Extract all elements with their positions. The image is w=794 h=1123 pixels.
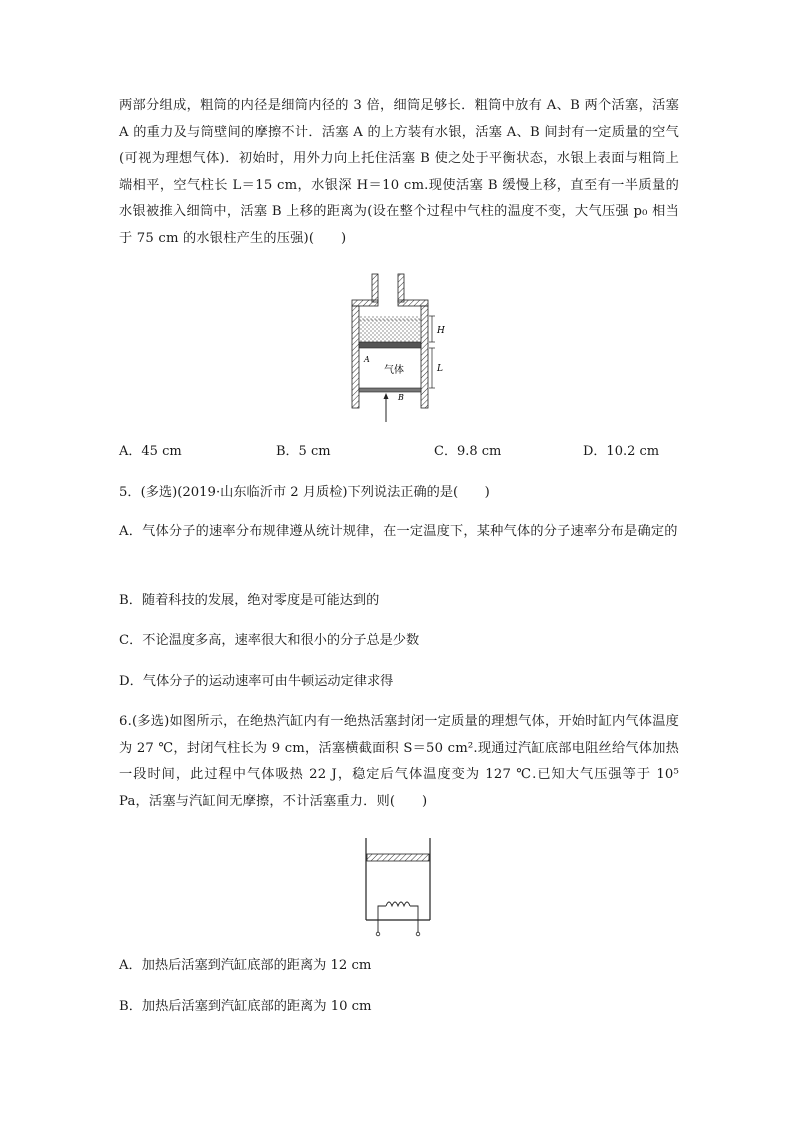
q6-cylinder-figure	[356, 836, 442, 938]
q6-option-b: B．加热后活塞到汽缸底部的距离为 10 cm	[119, 999, 372, 1014]
q4-option-b: B．5 cm	[276, 444, 331, 459]
q6-option-a: A．加热后活塞到汽缸底部的距离为 12 cm	[119, 958, 372, 973]
q5-option-b: B．随着科技的发展，绝对零度是可能达到的	[119, 593, 380, 608]
label-A: A	[364, 355, 370, 364]
q5-stem: 5．(多选)(2019·山东临沂市 2 月质检)下列说法正确的是( )	[119, 485, 490, 500]
q5-option-d: D．气体分子的运动速率可由牛顿运动定律求得	[119, 674, 394, 689]
q4-option-c: C．9.8 cm	[434, 444, 502, 459]
q4-option-a: A．45 cm	[119, 444, 182, 459]
q6-stem: 6.(多选)如图所示，在绝热汽缸内有一绝热活塞封闭一定质量的理想气体，开始时缸内气体温度为 27 ℃，封闭气柱长为 9 cm，活塞横截面积 S＝50 cm².现通过汽缸底部电阻丝给气体加热一段时间，此过程中气体吸热 22 J，稳定后气体温度变为 127 ℃.已知大气压强等于 10⁵ Pa，活塞与汽缸间无摩擦，不计活塞重力．则( )	[119, 714, 684, 809]
label-B: B	[398, 393, 404, 402]
label-gas: 气体	[384, 365, 404, 376]
q4-stem: 两部分组成，粗筒的内径是细筒内径的 3 倍，细筒足够长．粗筒中放有 A、B 两个活塞，活塞 A 的重力及与筒壁间的摩擦不计．活塞 A 的上方装有水银，活塞 A、B 间封有一定质量的空气(可视为理想气体)．初始时，用外力向上托住活塞 B 使之处于平衡状态，水银上表面与粗筒上端相平，空气柱长 L＝15 cm，水银深 H＝10 cm.现使活塞 B 缓慢上移，直至有一半质量的水银被推入细筒中，活塞 B 上移的距离为(设在整个过程中气柱的温度不变，大气压强 p₀ 相当于 75 cm 的水银柱产生的压强)( )	[119, 98, 684, 246]
q5-option-c: C．不论温度多高，速率很大和很小的分子总是少数	[119, 633, 420, 648]
q5-option-a: A．气体分子的速率分布规律遵从统计规律，在一定温度下，某种气体的分子速率分布是确定的	[119, 524, 678, 539]
q4-cylinder-figure	[340, 272, 450, 424]
label-H: H	[437, 326, 445, 336]
q4-option-d: D．10.2 cm	[583, 444, 660, 459]
label-L: L	[437, 364, 443, 374]
